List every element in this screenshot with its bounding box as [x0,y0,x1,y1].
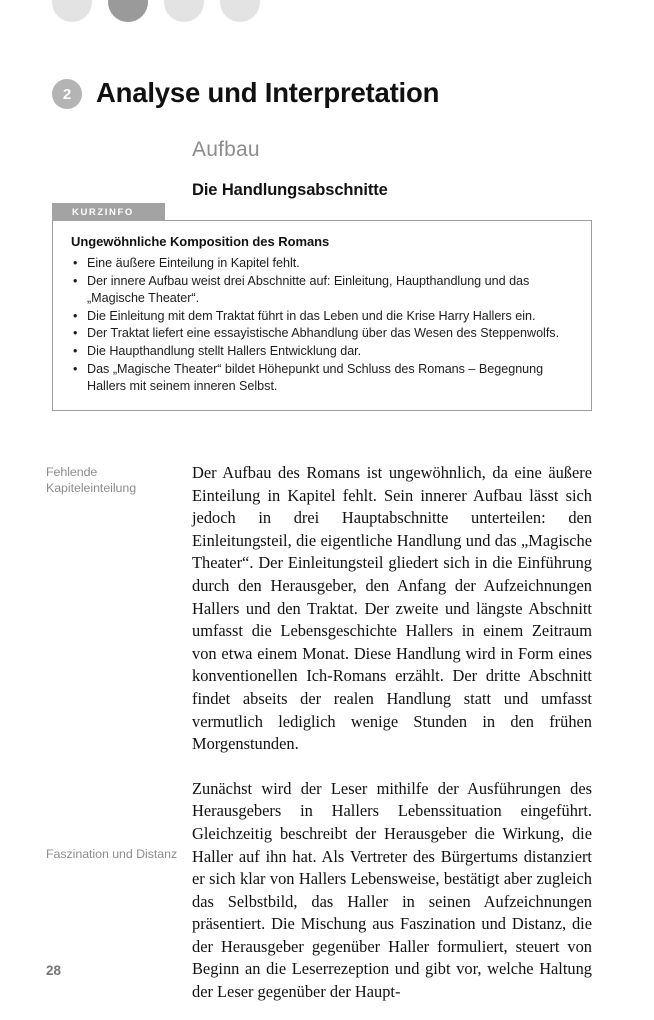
body-paragraph-2: Zunächst wird der Leser mithilfe der Ausführungen des Herausgebers in Hallers Lebenssituation eingeführt. Gleichzeitig beschreibt der Herausgeber die Wirkung, die Haller auf ihn hat. Als Vertreter des Bürgertums distanziert er sich klar von Hallers Lebensweise, bestätigt aber zugleich das Selbstbild, das Haller in seinen Aufzeichnungen präsentiert. Die Mischung aus Faszination und Distanz, die der Herausgeber gegenüber Haller formuliert, steuert von Beginn an die Leserrezeption und gibt vor, welche Haltung der Leser gegenüber der Haupt- [192,778,592,1002]
chapter-number-badge: 2 [52,79,82,109]
kurzinfo-bullet-list [71,255,573,396]
list-item: • Das „Magische Theater“ bildet Höhepunkt und Schluss des Romans – Begegnung Hallers mit seinem inneren Selbst. [71,361,573,396]
chapter-heading [52,76,439,109]
kurzinfo-box-top-border [165,220,592,221]
kurzinfo-box [52,203,592,411]
kurzinfo-box-body [52,221,592,411]
kurzinfo-tab-label: KURZINFO [52,203,165,221]
chapter-dot-4 [220,0,260,22]
list-item: • Eine äußere Einteilung in Kapitel fehlt. [71,255,573,273]
chapter-dot-1 [52,0,92,22]
margin-note-faszination-und-distanz: Faszination und Distanz [46,847,178,861]
section-title: Aufbau [192,138,260,161]
list-item: • Die Haupthandlung stellt Hallers Entwicklung dar. [71,343,573,361]
list-item: • Der Traktat liefert eine essayistische Abhandlung über das Wesen des Steppenwolfs. [71,325,573,343]
kurzinfo-heading: Ungewöhnliche Komposition des Romans [71,234,330,249]
body-paragraph-1: Der Aufbau des Romans ist ungewöhnlich, da eine äußere Einteilung in Kapitel fehlt. Sein innerer Aufbau lässt sich jedoch in drei Hauptabschnitte unterteilen: den Einleitungsteil, die eigentliche Handlung und das „Magische Theater“. Der Einleitungsteil gliedert sich in die Einführung durch den Herausgeber, den Anfang der Aufzeichnungen Hallers und den Traktat. Der zweite und längste Abschnitt umfasst die Lebensgeschichte Hallers in einem Zeitraum von etwa einem Monat. Diese Handlung wird in Form eines konventionellen Ich-Romans erzählt. Der dritte Abschnitt findet abseits der realen Handlung statt und umfasst vermutlich lediglich wenige Stunden in den frühen Morgenstunden. [192,463,592,754]
body-content [192,462,592,1004]
margin-note-fehlende-kapiteleinteilung: Fehlende Kapiteleinteilung [46,465,137,496]
subsection-title: Die Handlungsabschnitte [192,181,388,199]
page-title: Analyse und Interpretation [96,76,440,108]
chapter-dot-2-active [108,0,148,22]
list-item: • Der innere Aufbau weist drei Abschnitte auf: Einleitung, Haupthandlung und das „Magische Theater“. [71,273,573,308]
list-item: • Die Einleitung mit dem Traktat führt in das Leben und die Krise Harry Hallers ein. [71,308,573,326]
chapter-progress-dots [52,0,260,22]
page-number: 28 [46,963,62,978]
chapter-dot-3 [164,0,204,22]
